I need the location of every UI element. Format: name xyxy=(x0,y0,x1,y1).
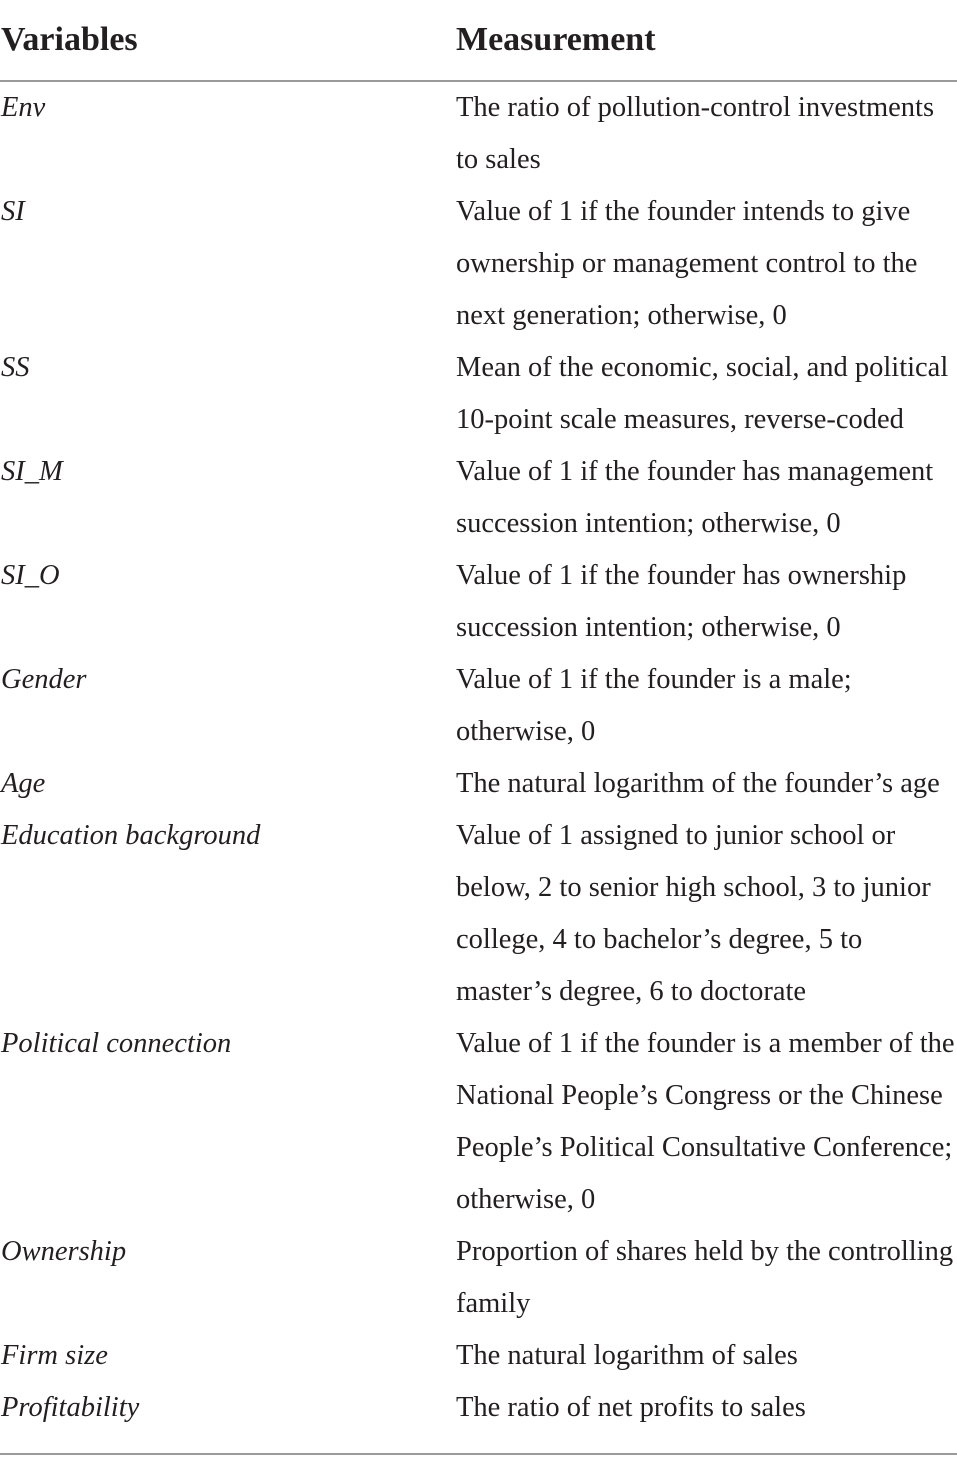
measurement-text: Proportion of shares held by the controlling family xyxy=(456,1236,954,1319)
variable-name: Ownership xyxy=(1,1236,127,1267)
measurement-text: Value of 1 if the founder is a member of the National People’s Congress or the Chinese People’s Political Consultative Conference; otherwise, 0 xyxy=(456,1028,955,1215)
table-row xyxy=(0,1330,957,1382)
table-row xyxy=(0,1382,957,1448)
table-row xyxy=(0,1226,957,1330)
measurement-text: The natural logarithm of the founder’s age xyxy=(456,768,940,799)
measurement-text: The ratio of net profits to sales xyxy=(456,1392,806,1423)
header-measurement: Measurement xyxy=(456,0,957,81)
variable-name: Political connection xyxy=(1,1028,232,1059)
table-row xyxy=(0,654,957,758)
measurement-text: Value of 1 if the founder is a male; otherwise, 0 xyxy=(456,664,852,747)
table-row xyxy=(0,550,957,654)
measurement-text: The natural logarithm of sales xyxy=(456,1340,798,1371)
variable-name: Age xyxy=(1,768,46,799)
measurement-text: The ratio of pollution-control investments to sales xyxy=(456,92,935,175)
table-row xyxy=(0,81,957,186)
table-row xyxy=(0,810,957,1018)
table-row xyxy=(0,758,957,810)
measurement-text: Value of 1 if the founder intends to give ownership or management control to the next generation; otherwise, 0 xyxy=(456,196,918,331)
table-row xyxy=(0,446,957,550)
measurement-text: Value of 1 assigned to junior school or below, 2 to senior high school, 3 to junior college, 4 to bachelor’s degree, 5 to master’s degree, 6 to doctorate xyxy=(456,820,931,1007)
variable-name: SS xyxy=(1,352,30,383)
table-bottom-rule xyxy=(0,1453,957,1455)
variable-name: SI_M xyxy=(1,456,63,487)
table-row xyxy=(0,186,957,342)
table-row xyxy=(0,342,957,446)
table-row xyxy=(0,1018,957,1226)
variable-name: Education background xyxy=(1,820,261,851)
variable-name: SI xyxy=(1,196,25,227)
variable-name: Env xyxy=(1,92,46,123)
header-row xyxy=(0,0,957,81)
table-header xyxy=(0,0,957,81)
variable-name: SI_O xyxy=(1,560,60,591)
variable-name: Firm size xyxy=(1,1340,108,1371)
variable-name: Gender xyxy=(1,664,87,695)
measurement-text: Mean of the economic, social, and political 10-point scale measures, reverse-coded xyxy=(456,352,949,435)
table-body xyxy=(0,81,957,1448)
measurement-text: Value of 1 if the founder has ownership succession intention; otherwise, 0 xyxy=(456,560,907,643)
header-variables: Variables xyxy=(0,0,456,81)
variable-name: Profitability xyxy=(1,1392,140,1423)
measurement-text: Value of 1 if the founder has management succession intention; otherwise, 0 xyxy=(456,456,934,539)
